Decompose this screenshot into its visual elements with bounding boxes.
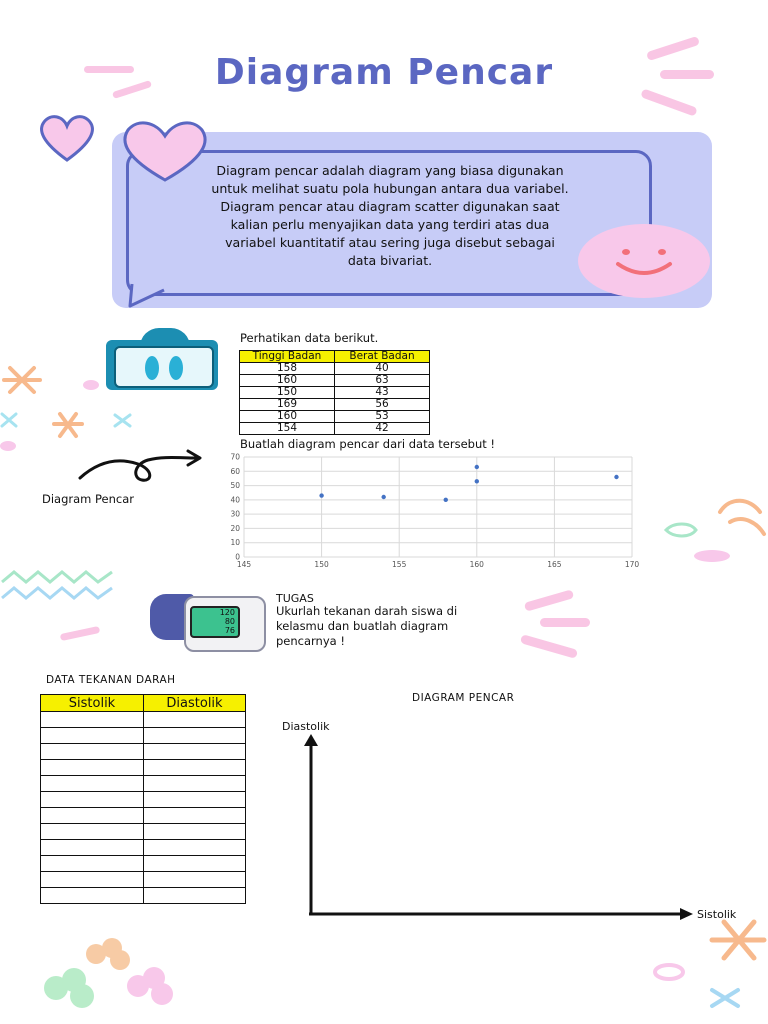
monitor-readout: 76 — [224, 626, 235, 635]
star-doodle-icon — [708, 916, 768, 962]
empty-table-cell[interactable] — [41, 744, 144, 760]
x-tick-label: 170 — [624, 560, 640, 569]
decorative-stroke — [84, 66, 134, 73]
table-cell: 63 — [335, 375, 430, 387]
table-row — [240, 411, 430, 423]
x-tick-label: 150 — [314, 560, 329, 569]
task-line: pencarnya ! — [276, 634, 345, 648]
star-doodle-icon — [50, 410, 86, 440]
intro-line: Diagram pencar adalah diagram yang biasa digunakan — [216, 163, 564, 178]
table-row — [41, 728, 246, 744]
heart-icon — [36, 112, 98, 164]
empty-table-cell[interactable] — [144, 840, 246, 856]
monitor-screen — [190, 606, 240, 638]
scatter-chart — [222, 452, 642, 570]
empty-table-cell[interactable] — [41, 856, 144, 872]
page-title: Diagram Pencar — [214, 52, 554, 93]
y-tick-label: 30 — [230, 509, 240, 519]
x-axis-arrowhead — [680, 908, 693, 920]
empty-table-cell[interactable] — [41, 808, 144, 824]
empty-table-cell[interactable] — [144, 824, 246, 840]
bp-table-title: DATA TEKANAN DARAH — [46, 674, 176, 686]
table-cell: 160 — [240, 411, 335, 423]
table-cell: 154 — [240, 423, 335, 435]
task-line: kelasmu dan buatlah diagram — [276, 619, 449, 633]
empty-table-cell[interactable] — [144, 760, 246, 776]
empty-table-cell[interactable] — [41, 792, 144, 808]
task-label: TUGAS — [276, 592, 314, 605]
table-header: Berat Badan — [335, 351, 430, 363]
task-line: Ukurlah tekanan darah siswa di — [276, 604, 458, 618]
empty-table-cell[interactable] — [41, 728, 144, 744]
y-tick-label: 20 — [230, 523, 240, 533]
data-intro-text: Perhatikan data berikut. — [240, 331, 379, 345]
intro-line: kalian perlu menyajikan data yang terdiri atas dua — [230, 217, 550, 232]
decorative-stroke — [60, 626, 101, 641]
table-row — [41, 712, 246, 728]
table-cell: 53 — [335, 411, 430, 423]
dot-doodle-icon — [82, 378, 100, 392]
empty-table-cell[interactable] — [144, 872, 246, 888]
table-cell: 56 — [335, 399, 430, 411]
task-text — [276, 604, 526, 649]
empty-table-cell[interactable] — [144, 744, 246, 760]
empty-table-cell[interactable] — [41, 760, 144, 776]
table-row — [240, 423, 430, 435]
table-header: Sistolik — [41, 695, 144, 712]
footprints-icon — [114, 346, 214, 388]
blank-chart-title: DIAGRAM PENCAR — [412, 692, 515, 704]
empty-table-cell[interactable] — [41, 824, 144, 840]
scatter-point — [381, 495, 385, 499]
y-tick-label: 0 — [235, 552, 240, 562]
table-row — [41, 776, 246, 792]
y-tick-label: 60 — [230, 466, 240, 476]
cross-doodle-icon — [708, 986, 744, 1010]
scatter-point — [319, 493, 323, 497]
table-row — [41, 840, 246, 856]
empty-table-cell[interactable] — [144, 728, 246, 744]
decorative-stroke — [524, 589, 575, 611]
scatter-point — [475, 479, 479, 483]
table-row — [41, 744, 246, 760]
cross-doodle-icon — [0, 412, 20, 430]
decorative-stroke — [540, 618, 590, 627]
table-row — [240, 387, 430, 399]
scatter-point — [614, 475, 618, 479]
monitor-readout: 120 — [219, 608, 235, 617]
table-header: Tinggi Badan — [240, 351, 335, 363]
dot-doodle-icon — [652, 962, 686, 982]
empty-table-cell[interactable] — [144, 776, 246, 792]
table-row — [41, 824, 246, 840]
height-weight-table — [239, 350, 430, 435]
dot-doodle-icon — [0, 440, 18, 452]
scatter-point — [444, 498, 448, 502]
x-tick-label: 145 — [236, 560, 252, 569]
table-row — [41, 760, 246, 776]
x-axis-label: Sistolik — [697, 908, 737, 921]
empty-table-cell[interactable] — [144, 712, 246, 728]
instruction-text: Buatlah diagram pencar dari data tersebut ! — [240, 437, 496, 451]
flower-doodle-icon — [118, 966, 184, 1006]
y-tick-label: 50 — [230, 481, 240, 491]
table-cell: 43 — [335, 387, 430, 399]
monitor-readout: 80 — [224, 617, 235, 626]
table-row — [41, 888, 246, 904]
star-doodle-icon — [0, 362, 46, 398]
y-tick-label: 70 — [230, 452, 240, 462]
arrow-label: Diagram Pencar — [42, 492, 135, 506]
y-axis-arrowhead — [304, 734, 318, 746]
table-row — [41, 856, 246, 872]
decorative-stroke — [660, 70, 714, 79]
zigzag-doodle-icon — [0, 568, 118, 608]
flower-doodle-icon — [36, 966, 106, 1010]
table-cell: 160 — [240, 375, 335, 387]
table-row — [240, 363, 430, 375]
table-row — [41, 808, 246, 824]
empty-table-cell[interactable] — [41, 712, 144, 728]
empty-table-cell[interactable] — [144, 808, 246, 824]
empty-table-cell[interactable] — [144, 792, 246, 808]
cross-doodle-icon — [112, 412, 134, 430]
empty-table-cell[interactable] — [41, 872, 144, 888]
y-axis-label: Diastolik — [282, 720, 330, 733]
intro-line: Diagram pencar atau diagram scatter digunakan saat — [220, 199, 560, 214]
blood-pressure-table — [40, 694, 246, 904]
x-tick-label: 160 — [469, 560, 484, 569]
intro-paragraph — [140, 162, 640, 270]
table-cell: 42 — [335, 423, 430, 435]
decorative-stroke — [520, 634, 578, 659]
y-tick-label: 40 — [230, 495, 240, 505]
y-tick-label: 10 — [230, 538, 240, 548]
empty-table-cell[interactable] — [41, 776, 144, 792]
flower-doodle-icon — [660, 492, 768, 572]
empty-table-cell[interactable] — [41, 840, 144, 856]
intro-line: data bivariat. — [347, 253, 433, 268]
table-row — [41, 872, 246, 888]
curly-arrow-icon — [76, 448, 206, 484]
table-cell: 158 — [240, 363, 335, 375]
table-row — [240, 399, 430, 411]
blank-axes — [300, 732, 698, 922]
table-header: Diastolik — [144, 695, 246, 712]
table-cell: 169 — [240, 399, 335, 411]
x-tick-label: 155 — [392, 560, 407, 569]
empty-table-cell[interactable] — [144, 856, 246, 872]
scatter-point — [475, 465, 479, 469]
table-row — [41, 792, 246, 808]
table-cell: 150 — [240, 387, 335, 399]
intro-line: variabel kuantitatif atau sering juga disebut sebagai — [225, 235, 555, 250]
table-cell: 40 — [335, 363, 430, 375]
table-row — [240, 375, 430, 387]
x-tick-label: 165 — [547, 560, 562, 569]
empty-table-cell[interactable] — [41, 888, 144, 904]
speech-bubble-tail — [128, 282, 188, 312]
empty-table-cell[interactable] — [144, 888, 246, 904]
intro-line: untuk melihat suatu pola hubungan antara dua variabel. — [211, 181, 569, 196]
